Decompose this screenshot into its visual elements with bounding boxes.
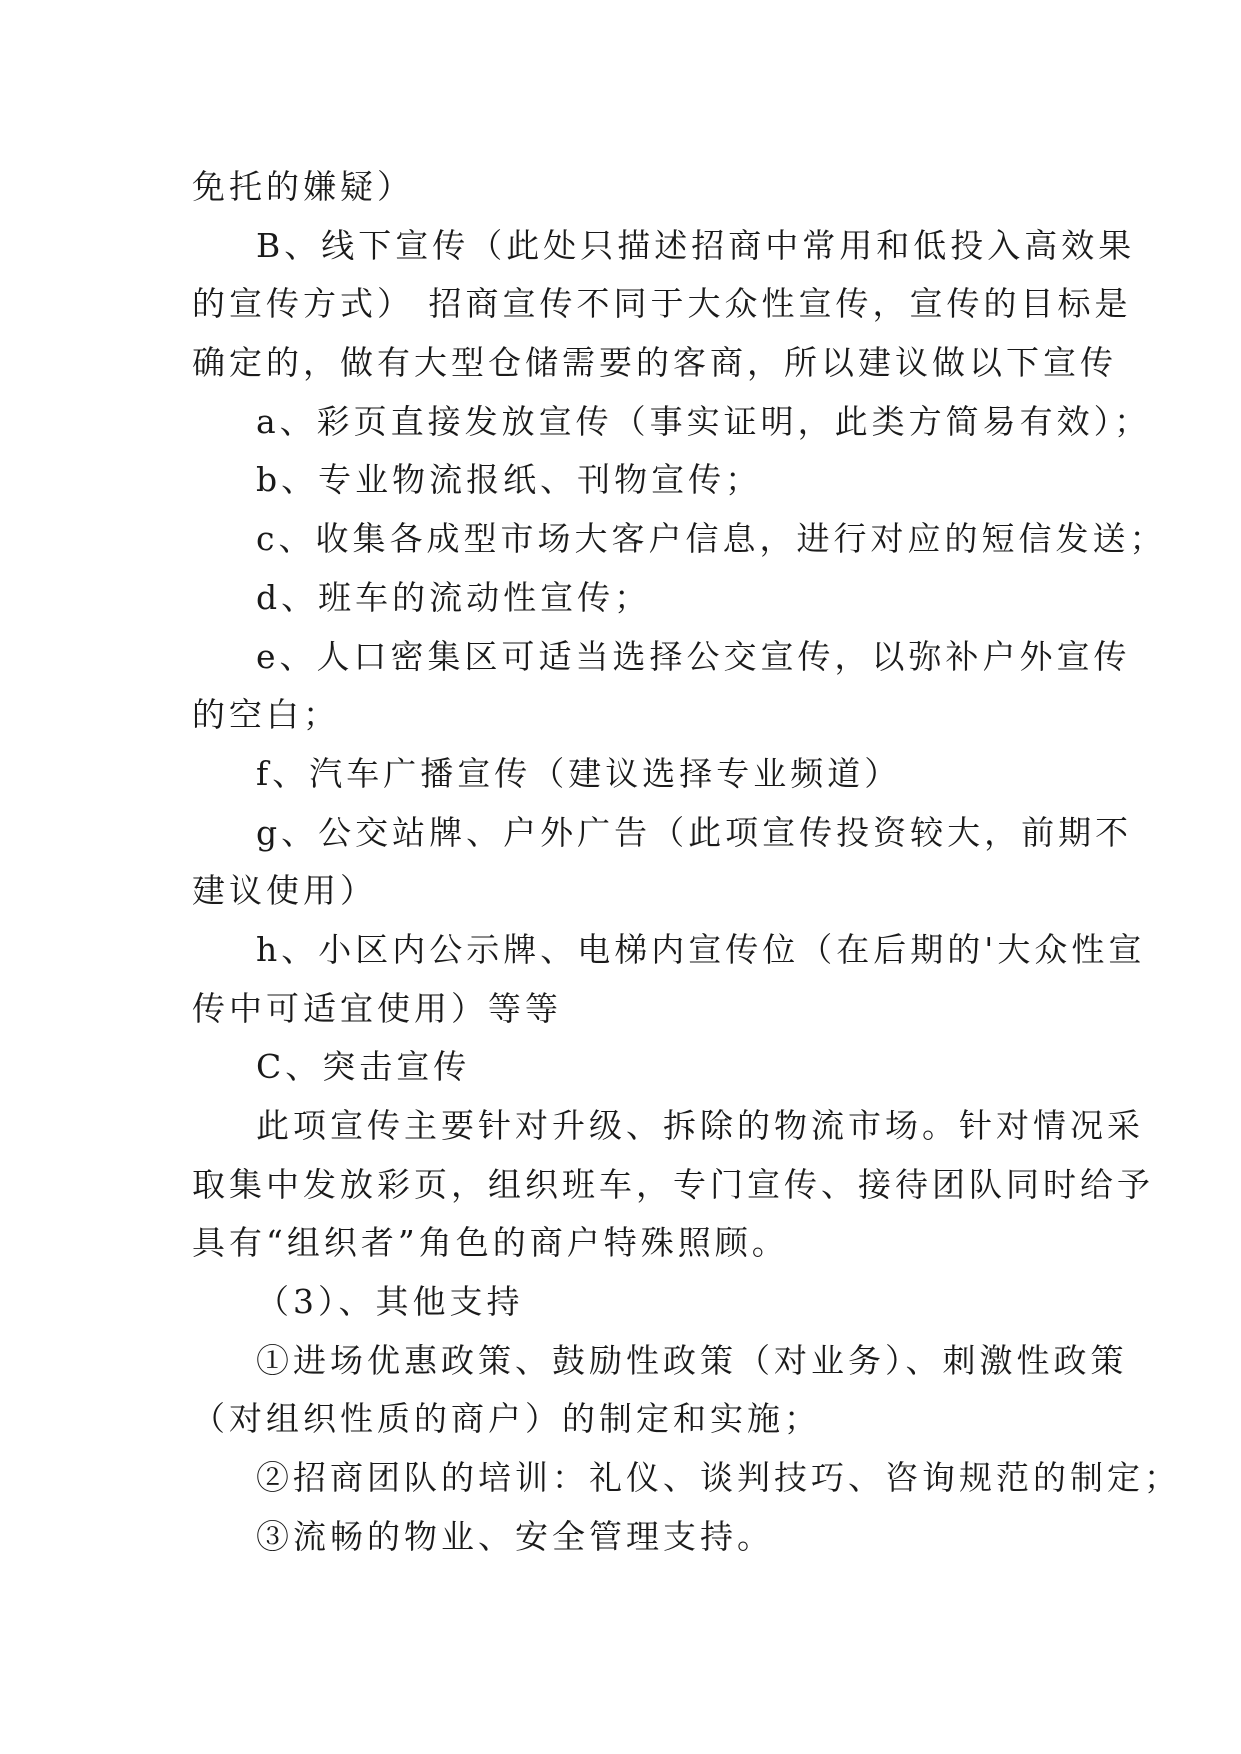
text-line: 免托的嫌疑）: [192, 167, 414, 206]
text-line: C、突击宣传: [256, 1047, 471, 1087]
text-line: 确定的，做有大型仓储需要的客商，所以建议做以下宣传: [192, 343, 1117, 383]
text-line: h、小区内公示牌、电梯内宣传位（在后期的'大众性宣: [256, 929, 1146, 969]
text-line: （对组织性质的商户）的制定和实施；: [192, 1399, 821, 1439]
text-line: 的宣传方式） 招商宣传不同于大众性宣传，宣传的目标是: [192, 284, 1132, 324]
text-line: 具有“组织者”角色的商户特殊照顾。: [192, 1223, 789, 1263]
text-line: b、专业物流报纸、刊物宣传；: [256, 460, 763, 500]
text-line: 取集中发放彩页，组织班车，专门宣传、接待团队同时给予: [192, 1164, 1154, 1204]
text-line: ②招商团队的培训：礼仪、谈判技巧、咨询规范的制定；: [256, 1458, 1181, 1498]
text-line: a、彩页直接发放宣传（事实证明，此类方简易有效）；: [256, 401, 1152, 441]
text-line: （3）、其他支持: [256, 1282, 524, 1322]
text-line: f、汽车广播宣传（建议选择专业频道）: [256, 753, 902, 793]
text-line: 传中可适宜使用）等等: [192, 988, 562, 1028]
text-line: ①进场优惠政策、鼓励性政策（对业务）、刺激性政策: [256, 1340, 1128, 1380]
document-body: [192, 158, 1181, 1567]
text-line: 建议使用）: [192, 871, 377, 911]
text-line: 的空白；: [192, 695, 340, 735]
text-line: g、公交站牌、户外广告（此项宣传投资较大，前期不: [256, 812, 1133, 852]
text-line: c、收集各成型市场大客户信息，进行对应的短信发送；: [256, 519, 1167, 559]
text-line: ③流畅的物业、安全管理支持。: [256, 1516, 774, 1556]
text-line: 此项宣传主要针对升级、拆除的物流市场。针对情况采: [256, 1106, 1144, 1145]
text-line: B、线下宣传（此处只描述招商中常用和低投入高效果: [256, 225, 1136, 265]
text-line: e、人口密集区可适当选择公交宣传，以弥补户外宣传: [256, 636, 1131, 676]
text-line: d、班车的流动性宣传；: [256, 577, 652, 617]
